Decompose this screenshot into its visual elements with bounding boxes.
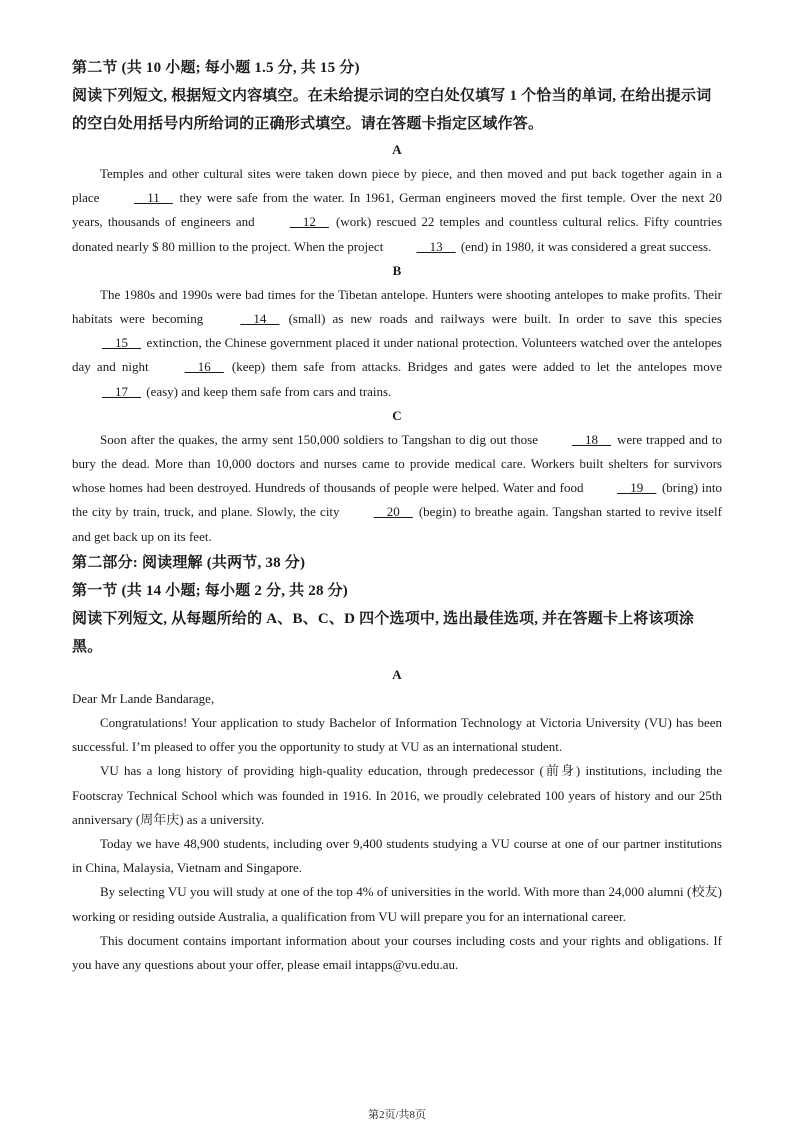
passage-c-text: Soon after the quakes, the army sent 150,000 soldiers to Tangshan to dig out those __18__ were trapped and to bury the dead. More than 10,000 doctors and nurses came to provide medical care. Workers built shelters for survivors whose homes had been destroyed. Hundreds of thousands of people were helped. Water and food __19__ (bring) into the city by train, truck, and plane. Slowly, the city __20__ (begin) to breathe again. Tangshan started to revive itself and get back up on its feet. xyxy=(72,428,722,549)
blank-17: __17__ xyxy=(102,383,141,399)
letter-paragraph: This document contains important information about your courses including costs and your rights and obligations. If you have any questions about your offer, please email intapps@vu.edu.au. xyxy=(72,932,722,973)
blank-19: __19__ xyxy=(617,480,657,496)
passage-b-text: The 1980s and 1990s were bad times for the Tibetan antelope. Hunters were shooting antelopes to make profits. Their habitats were becoming __14__ (small) as new roads and railways were built. In order to save this species __15__ extinction, the Chinese government placed it under national protection. Volunteers watched over the antelopes day and night __16__ (keep) them safe from attacks. Bridges and gates were added to let the antelopes move __17__ (easy) and keep them safe from cars and trains. xyxy=(72,283,722,404)
blank-11: __11__ xyxy=(134,190,173,206)
blank-18: __18__ xyxy=(571,431,611,447)
section-instruction: 阅读下列短文, 根据短文内容填空。在未给提示词的空白处仅填写 1 个恰当的单词, 在给出提示词的空白处用括号内所给词的正确形式填空。请在答题卡指定区域作答。 xyxy=(72,88,712,132)
letter-greeting: Dear Mr Lande Bandarage, xyxy=(72,690,215,706)
blank-14: __14__ xyxy=(240,311,280,327)
section-header: 第二节 (共 10 小题; 每小题 1.5 分, 共 15 分) xyxy=(72,60,360,76)
blank-15: __15__ xyxy=(102,335,141,351)
blank-20: __20__ xyxy=(373,504,413,520)
letter-paragraph: Congratulations! Your application to study Bachelor of Information Technology at Victoria University (VU) has been successful. I’m pleased to offer you the opportunity to study at VU as an international student. xyxy=(72,715,722,755)
blank-12: __12__ xyxy=(289,214,329,230)
exam-page xyxy=(72,54,722,977)
passage-label: A xyxy=(392,142,402,157)
passage-label: A xyxy=(392,666,402,682)
letter-paragraph: VU has a long history of providing high-quality education, through predecessor (前身) institutions, including the Footscray Technical School which was founded in 1916. In 2016, we proudly celebrated 100 years of history and our 25th anniversary (周年庆) as a university. xyxy=(72,763,722,827)
passage-a-text: Temples and other cultural sites were taken down piece by piece, and then moved and put back together again in a place __11__ they were safe from the water. In 1961, German engineers moved the first temple. Over the next 20 years, thousands of engineers and __12__ (work) rescued 22 temples and countless cultural relics. Fifty countries donated nearly $ 80 million to the project. When the project __13__ (end) in 1980, it was considered a great success. xyxy=(72,162,722,259)
part-header: 第二部分: 阅读理解 (共两节, 38 分) xyxy=(72,554,306,571)
blank-16: __16__ xyxy=(184,359,224,375)
letter-paragraph: By selecting VU you will study at one of the top 4% of universities in the world. With more than 24,000 alumni (校友) working or residing outside Australia, a qualification from VU will prepare you for an international career. xyxy=(72,884,722,924)
section-instruction: 阅读下列短文, 从每题所给的 A、B、C、D 四个选项中, 选出最佳选项, 并在答题卡上将该项涂黑。 xyxy=(72,610,695,655)
passage-label: C xyxy=(392,407,402,423)
section-header: 第一节 (共 14 小题; 每小题 2 分, 共 28 分) xyxy=(72,582,348,599)
page-number: 第2页/共8页 xyxy=(367,1109,427,1121)
passage-label: B xyxy=(392,262,402,278)
letter-paragraph: Today we have 48,900 students, including over 9,400 students studying a VU course at one of our partner institutions in China, Malaysia, Vietnam and Singapore. xyxy=(72,836,722,876)
blank-13: __13__ xyxy=(416,238,456,254)
